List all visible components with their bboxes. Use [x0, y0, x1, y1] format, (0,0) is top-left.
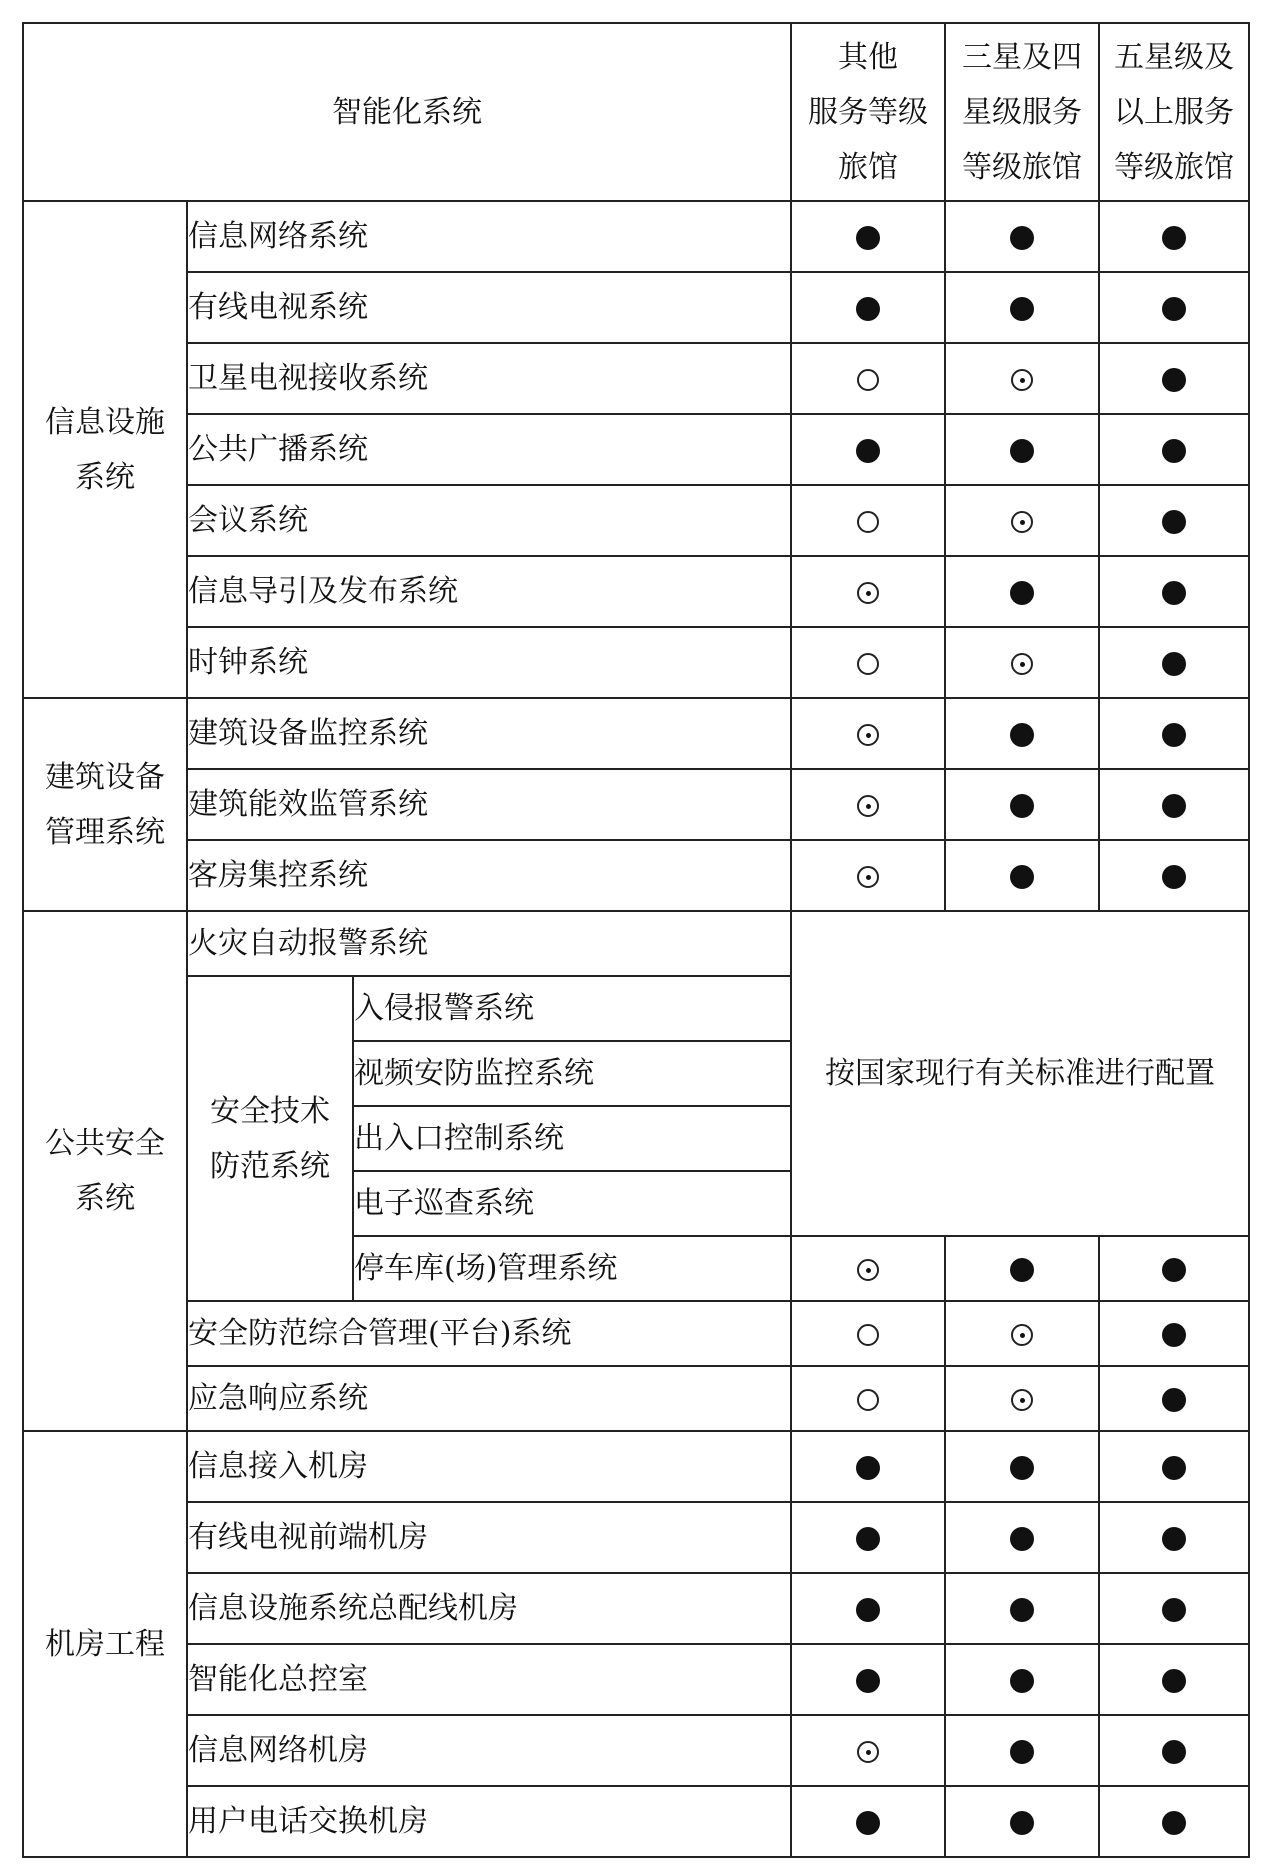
system-name: 有线电视前端机房	[187, 1502, 791, 1573]
header-col-three-four-star-line-3: 等级旅馆	[962, 149, 1083, 185]
system-name: 视频安防监控系统	[353, 1041, 791, 1106]
system-name: 信息设施系统总配线机房	[187, 1573, 791, 1644]
mark-cell	[791, 1715, 945, 1786]
header-col-three-four-star-line-1: 三星及四	[962, 39, 1083, 75]
system-name: 用户电话交换机房	[187, 1786, 791, 1857]
mark-cell	[791, 1366, 945, 1431]
header-row	[23, 23, 1249, 201]
filled-circle-icon	[1162, 510, 1186, 534]
filled-circle-icon	[1162, 297, 1186, 321]
filled-circle-icon	[1162, 1740, 1186, 1764]
mark-cell	[945, 343, 1099, 414]
group-label-safety	[23, 911, 187, 1431]
header-title: 智能化系统	[23, 23, 791, 201]
filled-circle-icon	[856, 1527, 880, 1551]
table-row	[23, 627, 1249, 698]
mark-cell	[945, 556, 1099, 627]
table-row	[23, 1573, 1249, 1644]
mark-cell	[945, 485, 1099, 556]
header-col-other-line-2: 服务等级	[808, 94, 929, 130]
table-row	[23, 201, 1249, 272]
filled-circle-icon	[1162, 368, 1186, 392]
mark-cell	[945, 1715, 1099, 1786]
header-col-five-star-line-3: 等级旅馆	[1114, 149, 1235, 185]
system-name: 客房集控系统	[187, 840, 791, 911]
open-circle-icon	[857, 369, 879, 391]
group-label-info-line-2: 系统	[75, 459, 135, 495]
mark-cell	[1099, 272, 1249, 343]
subgroup-label-security	[187, 976, 353, 1301]
mark-cell	[791, 1431, 945, 1502]
dotted-circle-icon	[1011, 511, 1033, 533]
filled-circle-icon	[1010, 723, 1034, 747]
table-row	[23, 485, 1249, 556]
group-label-safety-line-2: 系统	[75, 1181, 135, 1216]
system-name: 智能化总控室	[187, 1644, 791, 1715]
filled-circle-icon	[856, 1456, 880, 1480]
filled-circle-icon	[856, 297, 880, 321]
filled-circle-icon	[1162, 1598, 1186, 1622]
table-row	[23, 1502, 1249, 1573]
dotted-circle-icon	[857, 866, 879, 888]
mark-cell	[945, 627, 1099, 698]
filled-circle-icon	[1010, 794, 1034, 818]
mark-cell	[791, 1786, 945, 1857]
mark-cell	[791, 627, 945, 698]
table-row	[23, 1786, 1249, 1857]
dotted-circle-icon	[1011, 1389, 1033, 1411]
system-name: 信息接入机房	[187, 1431, 791, 1502]
filled-circle-icon	[1010, 1811, 1034, 1835]
dotted-circle-icon	[857, 724, 879, 746]
mark-cell	[791, 485, 945, 556]
mark-cell	[945, 1366, 1099, 1431]
filled-circle-icon	[1162, 1258, 1186, 1282]
mark-cell	[1099, 414, 1249, 485]
group-label-info-line-1: 信息设施	[45, 404, 165, 440]
mark-cell	[791, 1236, 945, 1301]
open-circle-icon	[857, 511, 879, 533]
group-label-safety-line-1: 公共安全	[45, 1126, 165, 1161]
filled-circle-icon	[1162, 723, 1186, 747]
header-col-other-line-1: 其他	[838, 39, 899, 75]
mark-cell	[945, 1786, 1099, 1857]
mark-cell	[945, 1236, 1099, 1301]
system-name: 安全防范综合管理(平台)系统	[187, 1301, 791, 1366]
filled-circle-icon	[1010, 226, 1034, 250]
group-label-building	[23, 698, 187, 911]
table-row	[23, 1431, 1249, 1502]
mark-cell	[1099, 1644, 1249, 1715]
mark-cell	[1099, 1715, 1249, 1786]
mark-cell	[945, 1431, 1099, 1502]
mark-cell	[1099, 1502, 1249, 1573]
mark-cell	[1099, 556, 1249, 627]
filled-circle-icon	[1010, 1258, 1034, 1282]
system-name: 电子巡查系统	[353, 1171, 791, 1236]
table-body	[23, 23, 1249, 1857]
filled-circle-icon	[1010, 1598, 1034, 1622]
mark-cell	[791, 840, 945, 911]
table-row	[23, 911, 1249, 976]
system-name: 出入口控制系统	[353, 1106, 791, 1171]
open-circle-icon	[857, 1389, 879, 1411]
table-row	[23, 556, 1249, 627]
filled-circle-icon	[1162, 1388, 1186, 1412]
table-row	[23, 840, 1249, 911]
filled-circle-icon	[856, 1811, 880, 1835]
mark-cell	[1099, 343, 1249, 414]
filled-circle-icon	[1162, 794, 1186, 818]
mark-cell	[1099, 1573, 1249, 1644]
mark-cell	[945, 698, 1099, 769]
mark-cell	[1099, 1366, 1249, 1431]
mark-cell	[945, 1502, 1099, 1573]
filled-circle-icon	[1162, 1323, 1186, 1347]
filled-circle-icon	[1010, 865, 1034, 889]
system-name: 信息网络系统	[187, 201, 791, 272]
mark-cell	[791, 1644, 945, 1715]
table-row	[23, 1301, 1249, 1366]
dotted-circle-icon	[1011, 1324, 1033, 1346]
dotted-circle-icon	[1011, 653, 1033, 675]
mark-cell	[945, 201, 1099, 272]
system-name: 建筑能效监管系统	[187, 769, 791, 840]
filled-circle-icon	[1162, 1527, 1186, 1551]
mark-cell	[1099, 840, 1249, 911]
filled-circle-icon	[1162, 581, 1186, 605]
filled-circle-icon	[1010, 1740, 1034, 1764]
mark-cell	[791, 1502, 945, 1573]
subgroup-label-security-line-1: 安全技术	[210, 1093, 330, 1129]
mark-cell	[945, 414, 1099, 485]
system-name: 应急响应系统	[187, 1366, 791, 1431]
mark-cell	[791, 201, 945, 272]
open-circle-icon	[857, 1324, 879, 1346]
mark-cell	[945, 840, 1099, 911]
filled-circle-icon	[1010, 439, 1034, 463]
filled-circle-icon	[1010, 581, 1034, 605]
mark-cell	[791, 769, 945, 840]
filled-circle-icon	[1010, 1669, 1034, 1693]
mark-cell	[945, 769, 1099, 840]
dotted-circle-icon	[1011, 369, 1033, 391]
merged-config-note: 按国家现行有关标准进行配置	[791, 911, 1249, 1236]
hotel-intelligent-systems-table	[22, 22, 1250, 1858]
group-label-info	[23, 201, 187, 698]
filled-circle-icon	[1010, 297, 1034, 321]
mark-cell	[791, 343, 945, 414]
dotted-circle-icon	[857, 1259, 879, 1281]
header-col-three-four-star	[945, 23, 1099, 201]
header-col-other	[791, 23, 945, 201]
filled-circle-icon	[1010, 1456, 1034, 1480]
system-name: 卫星电视接收系统	[187, 343, 791, 414]
dotted-circle-icon	[857, 582, 879, 604]
table-row	[23, 698, 1249, 769]
system-name: 建筑设备监控系统	[187, 698, 791, 769]
header-col-other-line-3: 旅馆	[838, 149, 899, 185]
mark-cell	[945, 272, 1099, 343]
table-row	[23, 1644, 1249, 1715]
table-row	[23, 343, 1249, 414]
system-name: 入侵报警系统	[353, 976, 791, 1041]
header-col-five-star	[1099, 23, 1249, 201]
table-row	[23, 272, 1249, 343]
system-name: 停车库(场)管理系统	[353, 1236, 791, 1301]
system-name: 信息导引及发布系统	[187, 556, 791, 627]
mark-cell	[1099, 769, 1249, 840]
mark-cell	[791, 556, 945, 627]
mark-cell	[791, 414, 945, 485]
mark-cell	[945, 1301, 1099, 1366]
group-label-building-line-1: 建筑设备	[45, 759, 165, 795]
table-row	[23, 414, 1249, 485]
mark-cell	[1099, 1236, 1249, 1301]
filled-circle-icon	[1162, 1456, 1186, 1480]
subgroup-label-security-line-2: 防范系统	[210, 1148, 330, 1184]
filled-circle-icon	[856, 1669, 880, 1693]
system-name: 信息网络机房	[187, 1715, 791, 1786]
system-name: 有线电视系统	[187, 272, 791, 343]
filled-circle-icon	[1162, 652, 1186, 676]
mark-cell	[1099, 627, 1249, 698]
system-name: 公共广播系统	[187, 414, 791, 485]
group-label-building-line-2: 管理系统	[45, 814, 165, 850]
header-col-five-star-line-1: 五星级及	[1114, 39, 1235, 75]
dotted-circle-icon	[857, 795, 879, 817]
filled-circle-icon	[1162, 1811, 1186, 1835]
mark-cell	[945, 1573, 1099, 1644]
filled-circle-icon	[856, 1598, 880, 1622]
group-label-machine: 机房工程	[23, 1431, 187, 1857]
table-row	[23, 1366, 1249, 1431]
mark-cell	[1099, 201, 1249, 272]
table-row	[23, 769, 1249, 840]
filled-circle-icon	[1162, 439, 1186, 463]
mark-cell	[1099, 1431, 1249, 1502]
header-col-three-four-star-line-2: 星级服务	[962, 94, 1083, 130]
mark-cell	[791, 1573, 945, 1644]
mark-cell	[791, 272, 945, 343]
system-name: 火灾自动报警系统	[187, 911, 791, 976]
dotted-circle-icon	[857, 1741, 879, 1763]
table-row	[23, 1715, 1249, 1786]
header-col-five-star-line-2: 以上服务	[1114, 94, 1235, 130]
mark-cell	[1099, 485, 1249, 556]
mark-cell	[1099, 1301, 1249, 1366]
filled-circle-icon	[1162, 865, 1186, 889]
system-name: 会议系统	[187, 485, 791, 556]
system-name: 时钟系统	[187, 627, 791, 698]
mark-cell	[791, 698, 945, 769]
mark-cell	[1099, 1786, 1249, 1857]
filled-circle-icon	[1010, 1527, 1034, 1551]
filled-circle-icon	[1162, 1669, 1186, 1693]
filled-circle-icon	[856, 439, 880, 463]
filled-circle-icon	[1162, 226, 1186, 250]
filled-circle-icon	[856, 226, 880, 250]
mark-cell	[945, 1644, 1099, 1715]
open-circle-icon	[857, 653, 879, 675]
mark-cell	[791, 1301, 945, 1366]
mark-cell	[1099, 698, 1249, 769]
